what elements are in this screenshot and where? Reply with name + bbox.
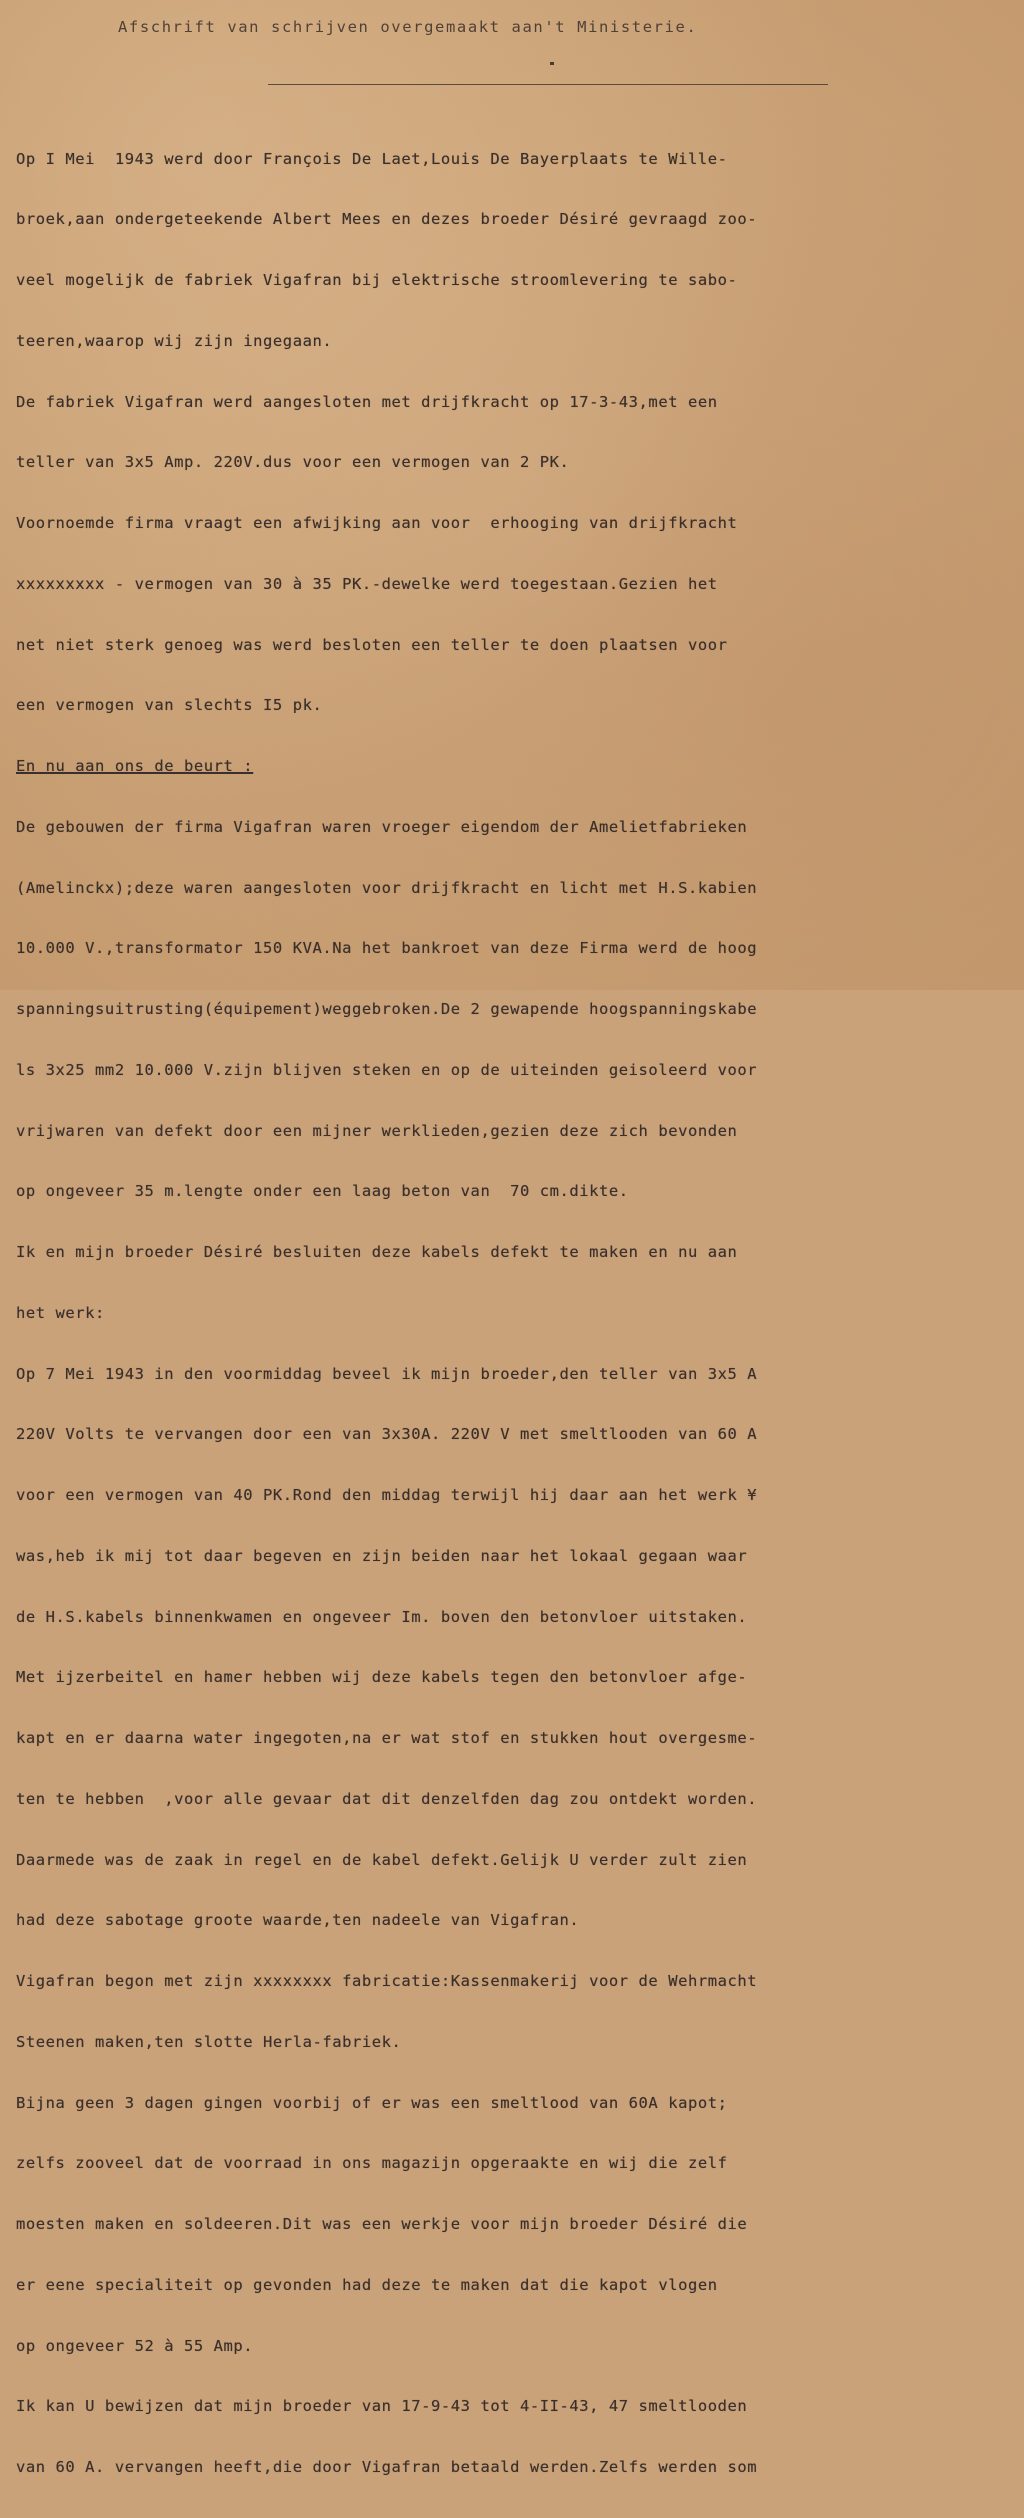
text-line: vrijwaren van defekt door een mijner werklieden,gezien deze zich bevonden: [16, 1121, 738, 1140]
text-line: de H.S.kabels binnenkwamen en ongeveer Im. boven den betonvloer uitstaken.: [16, 1607, 748, 1626]
text-line: Steenen maken,ten slotte Herla-fabriek.: [16, 2032, 402, 2051]
text-line: (Amelinckx);deze waren aangesloten voor drijfkracht en licht met H.S.kabien: [16, 878, 758, 897]
text-line: van 60 A. vervangen heeft,die door Vigafran betaald werden.Zelfs werden som: [16, 2458, 758, 2476]
text-line: er eene specialiteit op gevonden had deze te maken dat die kapot vlogen: [16, 2275, 718, 2294]
text-line: Ik en mijn broeder Désiré besluiten deze kabels defekt te maken en nu aan: [16, 1243, 738, 1261]
text-line: voor een vermogen van 40 PK.Rond den middag terwijl hij daar aan het werk ¥: [16, 1486, 758, 1504]
text-line: Vigafran begon met zijn xxxxxxxx fabricatie:Kassenmakerij voor de Wehrmacht: [16, 1972, 758, 1990]
text-line: Met ijzerbeitel en hamer hebben wij deze kabels tegen den betonvloer afge-: [16, 1668, 748, 1687]
text-line: had deze sabotage groote waarde,ten nadeele van Vigafran.: [16, 1911, 580, 1930]
text-line: Voornoemde firma vraagt een afwijking aan voor erhooging van drijfkracht: [16, 514, 738, 532]
text-line: Ik kan U bewijzen dat mijn broeder van 17-9-43 tot 4-II-43, 47 smeltlooden: [16, 2397, 748, 2416]
text-line: Bijna geen 3 dagen gingen voorbij of er was een smeltlood van 60A kapot;: [16, 2093, 728, 2112]
text-line: 10.000 V.,transformator 150 KVA.Na het bankroet van deze Firma werd de hoog: [16, 939, 758, 958]
text-line: kapt en er daarna water ingegoten,na er wat stof en stukken hout overgesme-: [16, 1729, 758, 1747]
text-line: ls 3x25 mm2 10.000 V.zijn blijven steken en op de uiteinden geisoleerd voor: [16, 1060, 758, 1079]
text-line: De gebouwen der firma Vigafran waren vroeger eigendom der Amelietfabrieken: [16, 817, 748, 836]
text-line: moesten maken en soldeeren.Dit was een werkje voor mijn broeder Désiré die: [16, 2215, 748, 2233]
text-line: Op 7 Mei 1943 in den voormiddag beveel ik mijn broeder,den teller van 3x5 A: [16, 1364, 758, 1383]
text-line: veel mogelijk de fabriek Vigafran bij elektrische stroomlevering te sabo-: [16, 271, 738, 289]
section-heading-line: En nu aan ons de beurt :: [16, 757, 254, 775]
text-line: was,heb ik mij tot daar begeven en zijn beiden naar het lokaal gegaan waar: [16, 1546, 748, 1565]
document-heading: Afschrift van schrijven overgemaakt aan't Ministerie.: [118, 18, 698, 36]
text-line: op ongeveer 52 à 55 Amp.: [16, 2336, 254, 2355]
text-line: Daarmede was de zaak in regel en de kabel defekt.Gelijk U verder zult zien: [16, 1850, 748, 1869]
text-line: teller van 3x5 Amp. 220V.dus voor een vermogen van 2 PK.: [16, 453, 570, 472]
text-line: xxxxxxxxx - vermogen van 30 à 35 PK.-dewelke werd toegestaan.Gezien het: [16, 574, 718, 593]
text-line: broek,aan ondergeteekende Albert Mees en dezes broeder Désiré gevraagd zoo-: [16, 210, 758, 229]
text-line: zelfs zooveel dat de voorraad in ons magazijn opgeraakte en wij die zelf: [16, 2154, 728, 2173]
text-line: op ongeveer 35 m.lengte onder een laag beton van 70 cm.dikte.: [16, 1182, 629, 1201]
text-line: De fabriek Vigafran werd aangesloten met drijfkracht op 17-3-43,met een: [16, 392, 718, 411]
letter-body: [16, 108, 1016, 2518]
text-line: spanningsuitrusting(équipement)weggebroken.De 2 gewapende hoogspanningskabe: [16, 1000, 758, 1018]
text-line: teeren,waarop wij zijn ingegaan.: [16, 331, 333, 350]
text-line: 220V Volts te vervangen door een van 3x30A. 220V V met smeltlooden van 60 A: [16, 1425, 758, 1444]
text-line: het werk:: [16, 1303, 105, 1322]
text-line: een vermogen van slechts I5 pk.: [16, 696, 323, 715]
heading-divider: [268, 84, 828, 85]
typed-dot-mark: [550, 62, 554, 65]
text-line: net niet sterk genoeg was werd besloten een teller te doen plaatsen voor: [16, 635, 728, 654]
text-line: ten te hebben ,voor alle gevaar dat dit denzelfden dag zou ontdekt worden.: [16, 1789, 758, 1808]
text-line: Op I Mei 1943 werd door François De Laet,Louis De Bayerplaats te Wille-: [16, 149, 728, 168]
